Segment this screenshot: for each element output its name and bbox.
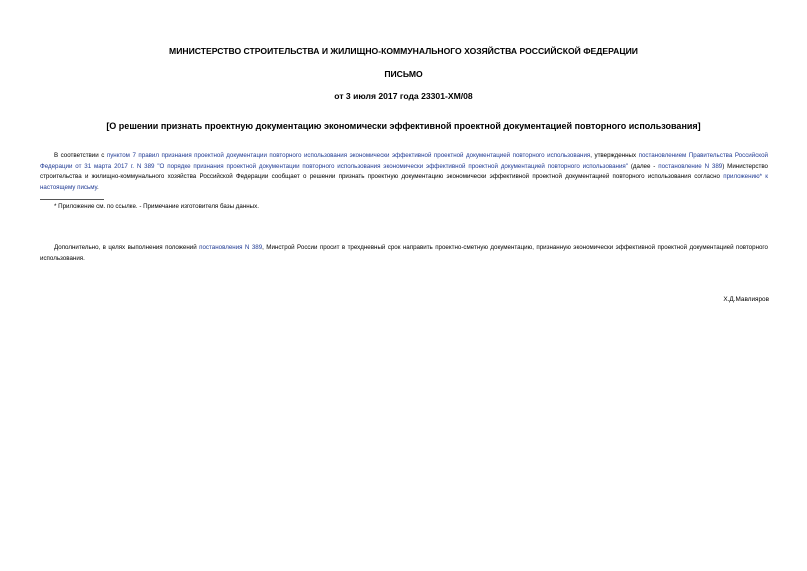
paragraph-additional-text-2: , Минстрой России просит в трехдневный срок направить проектно-сметную документацию, признанную экономически эффективной проектной документацией повторного использования. <box>40 244 768 262</box>
document-type: ПИСЬМО <box>384 69 423 79</box>
link-resolution-389[interactable]: постановления N 389 <box>199 244 263 251</box>
document-subject: [О решении признать проектную документацию экономически эффективной проектной документацией повторного использования] <box>106 121 701 131</box>
paragraph-additional <box>40 243 768 264</box>
paragraph-main-text-5: . <box>97 183 99 191</box>
link-rules-item-7[interactable]: пунктом 7 правил признания проектной документации повторного использования экономически эффективной проектной документацией повторного использования <box>106 152 591 159</box>
paragraph-main-text-4: ) Министерство строительства и жилищно-коммунального хозяйства Российской Федерации сообщает о решении признать проектную документацию экономически эффективной проектной документацией повторного использования согласно <box>40 162 768 180</box>
paragraph-additional-text-1: Дополнительно, в целях выполнения положений <box>54 244 200 251</box>
link-government-resolution-389[interactable]: постановлением Правительства Российской Федерации от 31 марта 2017 г. N 389 "О порядке признания проектной документации повторного использования экономически эффективной проектной документацией повторного использования" <box>40 152 768 170</box>
footnote: * Приложение см. по ссылке. - Примечание изготовителя базы данных. <box>54 203 259 210</box>
paragraph-main-text-2: , утвержденных <box>590 152 639 159</box>
signature: Х.Д.Мавлияров <box>723 296 769 303</box>
ministry-title: МИНИСТЕРСТВО СТРОИТЕЛЬСТВА И ЖИЛИЩНО-КОММУНАЛЬНОГО ХОЗЯЙСТВА РОССИЙСКОЙ ФЕДЕРАЦИИ <box>169 46 638 56</box>
link-appendix[interactable]: приложению* к настоящему письму <box>40 173 768 191</box>
document-date-number: от 3 июля 2017 года 23301-ХМ/08 <box>334 91 473 101</box>
paragraph-main <box>40 151 768 193</box>
paragraph-main-text-3: (далее - <box>627 162 659 170</box>
link-resolution-389-short[interactable]: постановление N 389 <box>658 162 723 170</box>
footnote-divider <box>40 199 104 200</box>
paragraph-main-text-1: В соответствии с <box>54 152 107 159</box>
